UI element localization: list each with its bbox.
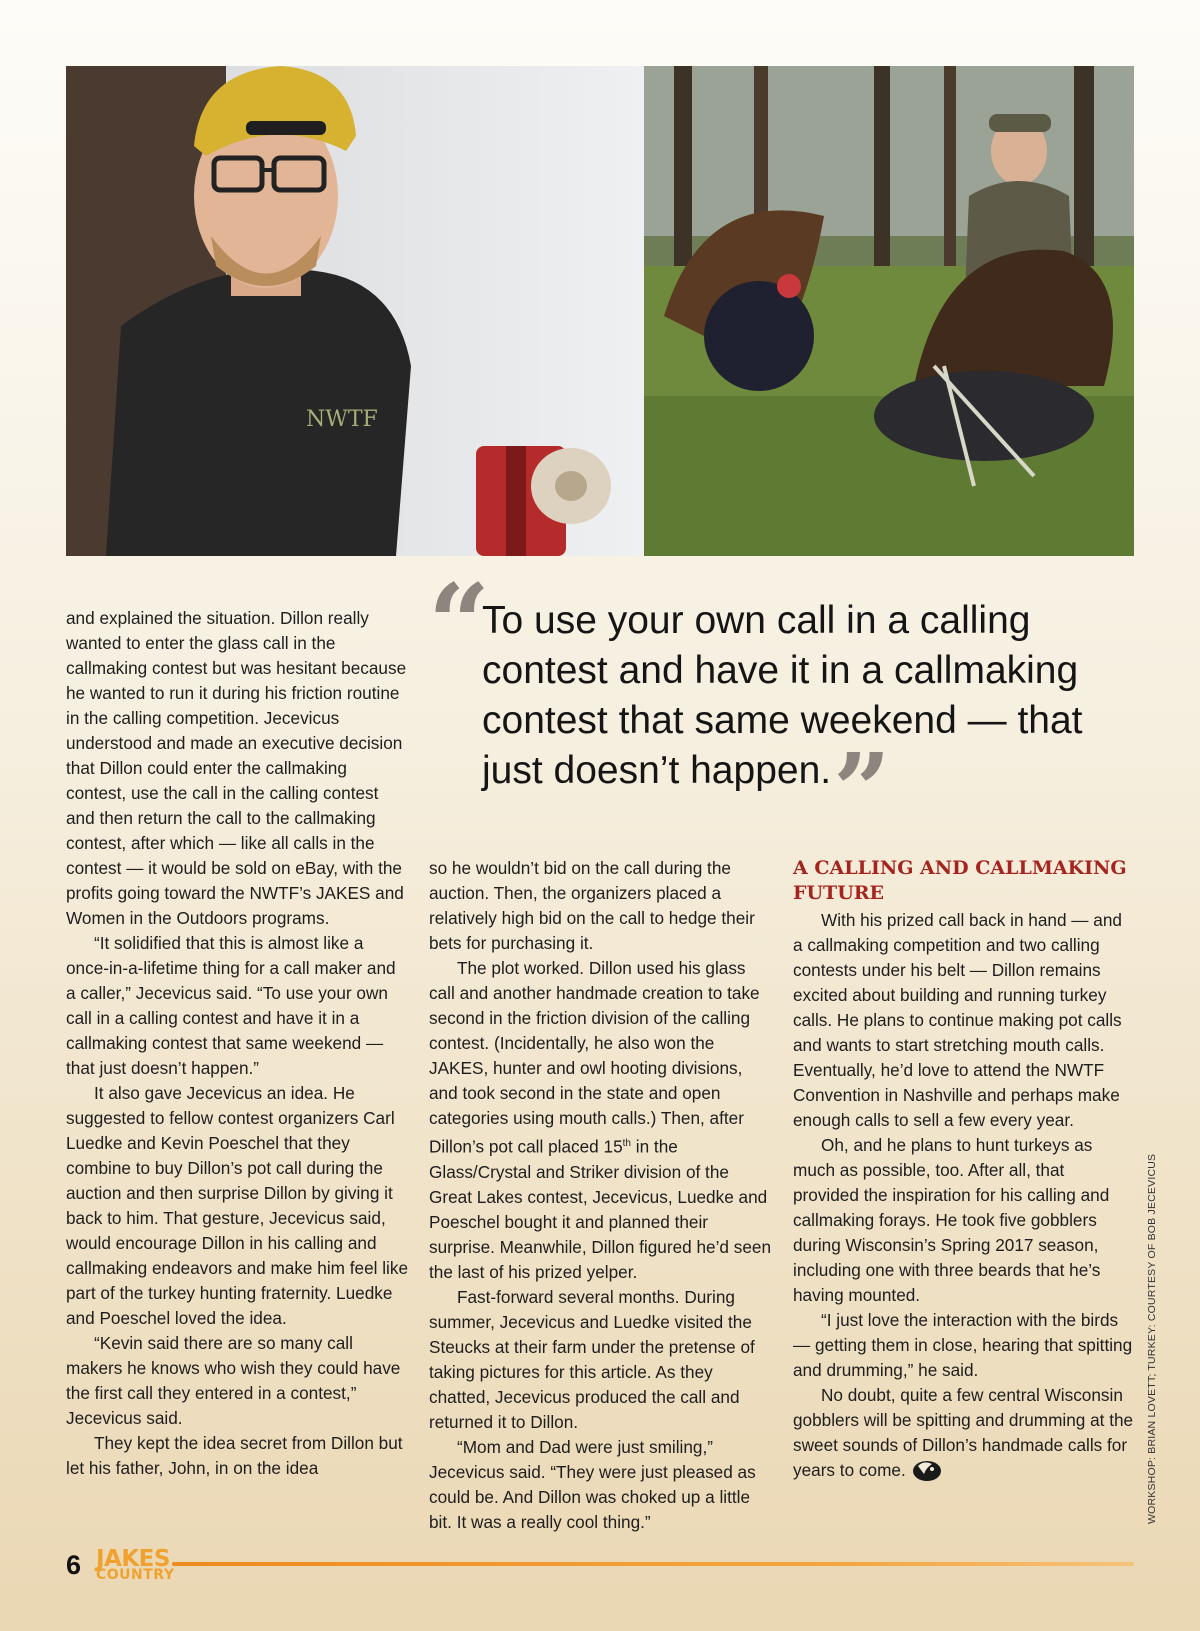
col2-paragraph-1: so he wouldn’t bid on the call during the auction. Then, the organizers placed a relatively high bid on the call to hedge their bets for purchasing it. [429, 858, 755, 953]
col2-placement-number: 15 [603, 1136, 623, 1157]
col1-paragraph-2: “It solidified that this is almost like a once-in-a-lifetime thing for a call maker and a caller,” Jecevicus said. “To use your own call in a calling contest and have it in a callmaking contest that same weekend — that just doesn’t happen.” [66, 933, 396, 1078]
pull-quote-open-mark: “ [428, 561, 491, 687]
col3-paragraph-3: “I just love the interaction with the birds — getting them in close, hearing that spitting and drumming,” he said. [793, 1310, 1133, 1380]
col2-paragraph-2-continued: in the Glass/Crystal and Striker division of the Great Lakes contest, Jecevicus, Luedke and Poeschel bought it and planned their surprise. Meanwhile, Dillon figured he’d seen the last of his prized yelper. [429, 1136, 772, 1282]
turkey-head-end-mark-icon [912, 1460, 942, 1482]
col2-placement-suffix: th [622, 1138, 631, 1149]
col1-paragraph-4: “Kevin said there are so many call makers he knows who wish they could have the first call they entered in a contest,” Jecevicus said. [66, 1333, 401, 1428]
article-column-1 [66, 606, 408, 1481]
photo-workshop-illustration [66, 66, 644, 556]
col2-paragraph-2 [429, 956, 774, 1285]
article-column-3 [793, 856, 1135, 1483]
page-footer [66, 1548, 1134, 1588]
photo-turkey-hunt [644, 66, 1134, 556]
col2-paragraph-4: “Mom and Dad were just smiling,” Jecevicus said. “They were just pleased as could be. And Dillon was choked up a little bit. It was a really cool thing.” [429, 1436, 756, 1532]
pull-quote-close-mark: ” [833, 731, 891, 849]
col3-paragraph-4-text: No doubt, quite a few central Wisconsin gobblers will be spitting and drumming at the sweet sounds of Dillon’s handmade calls for years to come. [793, 1385, 1134, 1480]
logo-line-1: JAKES [96, 1546, 170, 1572]
page-number: 6 [66, 1550, 82, 1580]
section-subhead: A CALLING AND CALLMAKING FUTURE [793, 857, 1127, 904]
article-column-2 [429, 856, 774, 1535]
jakes-country-logo [96, 1548, 246, 1590]
col1-paragraph-3: It also gave Jecevicus an idea. He suggested to fellow contest organizers Carl Luedke and Kevin Poeschel that they combine to buy Dillon’s pot call during the auction and then surprise Dillon by giving it back to him. That gesture, Jecevicus said, would encourage Dillon in his calling and callmaking endeavors and make him feel like part of the turkey hunting fraternity. Luedke and Poeschel loved the idea. [66, 1083, 409, 1328]
footer-rule [172, 1562, 1134, 1566]
col2-paragraph-3: Fast-forward several months. During summer, Jecevicus and Luedke visited the Steucks at their farm under the pretense of taking pictures for this article. As they chatted, Jecevicus produced the call and returned it to Dillon. [429, 1286, 755, 1432]
col1-paragraph-5: They kept the idea secret from Dillon but let his father, John, in on the idea [66, 1433, 403, 1478]
logo-line-2: COUNTRY [96, 1567, 175, 1583]
col3-paragraph-1: With his prized call back in hand — and a callmaking competition and two calling contests under his belt — Dillon remains excited about building and running turkey calls. He plans to continue making pot calls and wants to start stretching mouth calls. Eventually, he’d love to attend the NWTF Convention in Nashville and perhaps make enough calls to sell a few every year. [793, 910, 1122, 1130]
photo-credit: WORKSHOP: BRIAN LOVETT; TURKEY: COURTESY OF BOB JECEVICUS [1146, 1153, 1158, 1524]
col2-paragraph-2-text: The plot worked. Dillon used his glass call and another handmade creation to take second in the friction division of the calling contest. (Incidentally, he also won the JAKES, hunter and owl hooting divisions, and took second in the state and open categories using mouth calls.) Then, after Dillon’s pot call placed [429, 958, 760, 1157]
shirt-logo-text: NWTF [306, 407, 378, 432]
pull-quote [428, 561, 1128, 849]
col3-paragraph-4 [793, 1383, 1135, 1483]
col3-paragraph-2: Oh, and he plans to hunt turkeys as much as possible, too. After all, that provided the inspiration for his calling and callmaking forays. He took five gobblers during Wisconsin’s Spring 2017 season, including one with three beards that he’s having mounted. [793, 1135, 1110, 1305]
pull-quote-text: To use your own call in a calling contest and have it in a callmaking contest that same weekend — that just doesn’t happen. [482, 599, 1083, 792]
col1-paragraph-1: and explained the situation. Dillon really wanted to enter the glass call in the callmaking contest but was hesitant because he wanted to run it during his friction routine in the calling competition. Jecevicus understood and made an executive decision that Dillon could enter the callmaking contest, use the call in the calling contest and then return the call to the callmaking contest, after which — like all calls in the contest — it would be sold on eBay, with the profits going toward the NWTF’s JAKES and Women in the Outdoors programs. [66, 608, 407, 928]
photo-workshop [66, 66, 644, 556]
photo-turkey-hunt-illustration [644, 66, 1134, 556]
